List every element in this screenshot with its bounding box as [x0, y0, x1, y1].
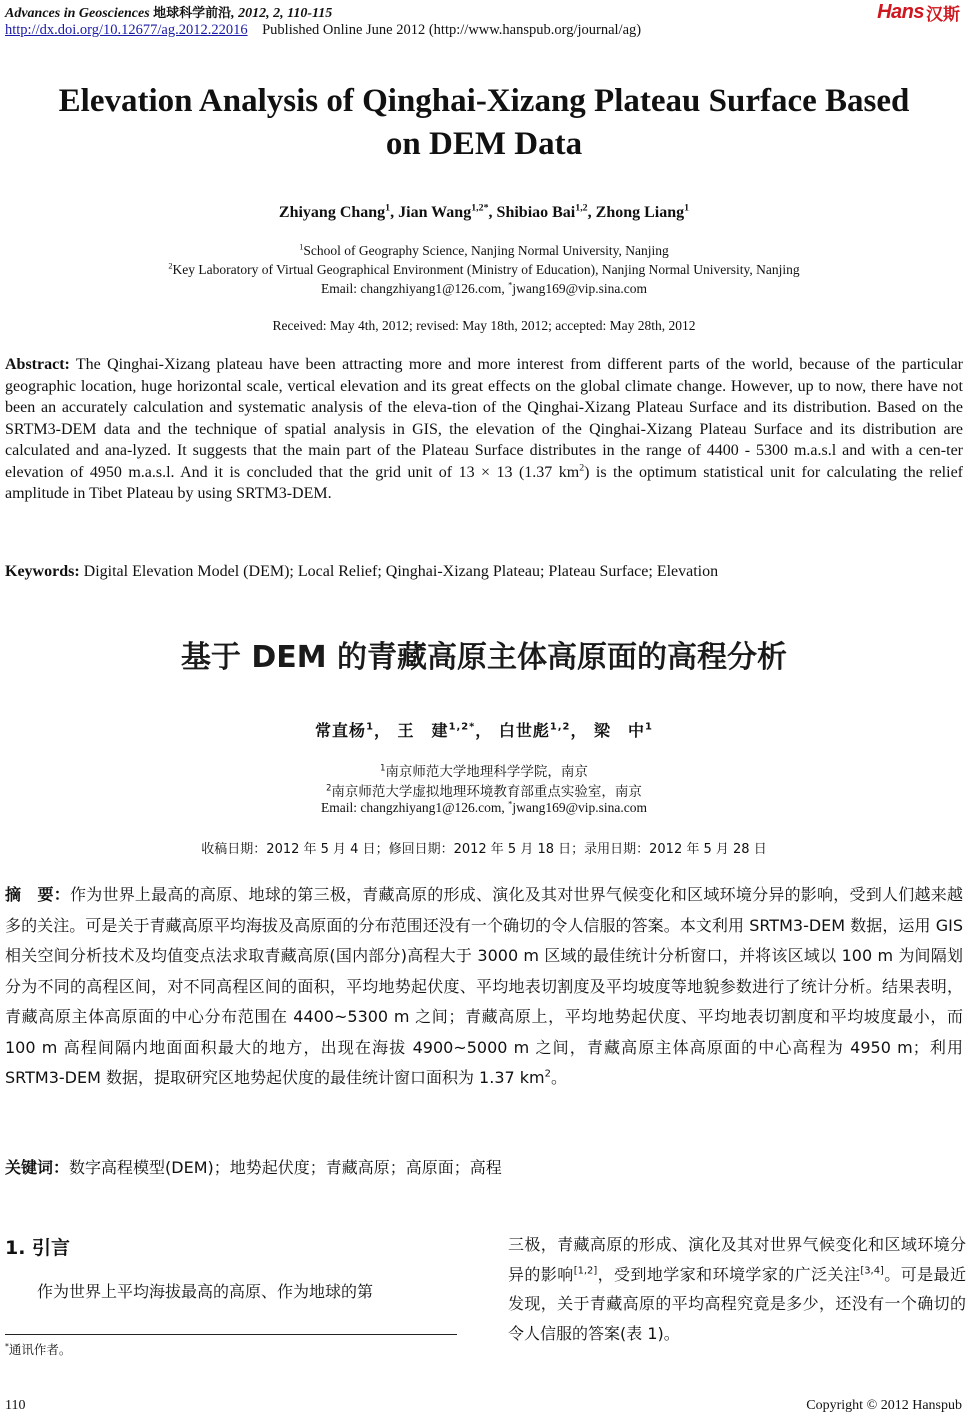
received-dates-en: Received: May 4th, 2012; revised: May 18th, 2012; accepted: May 28th, 2012 [272, 318, 696, 333]
abstract-label: Abstract: [5, 356, 70, 373]
body-text-left: 作为世界上平均海拔最高的高原、作为地球的第 [37, 1282, 374, 1301]
doi-link[interactable]: http://dx.doi.org/10.12677/ag.2012.22016 [5, 22, 248, 38]
keywords-en: Keywords: Digital Elevation Model (DEM); Local Relief; Qinghai-Xizang Plateau; Plateau Surface; Elevation [5, 563, 719, 580]
abstract-cn-label: 摘 要： [5, 885, 70, 904]
journal-header [5, 2, 332, 22]
footnote-divider [5, 1334, 457, 1335]
paper-title-en: Elevation Analysis of Qinghai-Xizang Plateau Surface Based on DEM Data [58, 83, 910, 162]
doi-line [5, 22, 641, 39]
received-dates-cn: 收稿日期：2012 年 5 月 4 日；修回日期：2012 年 5 月 18 日；录用日期：2012 年 5 月 28 日 [201, 842, 767, 857]
keywords-cn-label: 关键词： [5, 1158, 70, 1177]
authors-cn: 常直杨$^1$， 王 建$^{1,2*}$， 白世彪$^{1,2}$， 梁 中$^1$ [315, 721, 653, 740]
affiliation-cn-1: $^1$南京师范大学地理科学学院，南京 [380, 762, 588, 780]
journal-issue: , 2012, 2, 110-115 [231, 6, 333, 21]
logo-text: Hans [877, 1, 924, 23]
hanspub-logo [877, 0, 960, 25]
abstract-cn: 摘 要：作为世界上最高的高原、地球的第三极，青藏高原的形成、演化及其对世界气候变化和区域环境分异的影响，受到人们越来越多的关注。可是关于青藏高原平均海拔及高原面的分布范围还没有一个确切的令人信服的答案。本文利用 SRTM3-DEM 数据，运用 GIS 相关空间分析技术及均值变点法求取青藏高原(国内部分)高程大于 3000 m 区域的最佳统计分析窗口，并将该区域以 100 m 为间隔划分为不同的高程区间，对不同高程区间的面积，平均地势起伏度、平均地表切割度及平均坡度等地貌参数进行了统计分析。结果表明，青藏高原主体高原面的中心分布范围在 4400~5300 m 之间；青藏高原上，平均地势起伏度、平均地表切割度和平均坡度最小，而 100 m 高程间隔内地面面积最大的地方，出现在海拔 4900~5000 m 之间，青藏高原主体高原面的中心高程为 4950 m；利用 SRTM3-DEM 数据，提取研究区地势起伏度的最佳统计窗口面积为 1.37 $km^2$。 [5, 885, 963, 1087]
page-number: 110 [5, 1398, 26, 1413]
published-info: Published Online June 2012 (http://www.hanspub.org/journal/ag) [262, 22, 642, 38]
email-cn: Email: changzhiyang1@126.com, *jwang169@vip.sina.com [321, 799, 647, 815]
author: Jian Wang [398, 204, 472, 221]
citation[interactable]: [1,2] [573, 1265, 598, 1277]
authors-en: Zhiyang Chang$^1$, Jian Wang$^{1,2*}$, Shibiao Bai$^{1,2}$, Zhong Liang$^1$ [278, 202, 690, 221]
citation[interactable]: [3,4] [860, 1265, 884, 1277]
section-heading: 1. 引言 [5, 1237, 71, 1259]
body-text-right: 三极，青藏高原的形成、演化及其对世界气候变化和区域环境分异的影响[1,2]，受到地学家和环境学家的广泛关注[3,4]。可是最近发现，关于青藏高原的平均高程究竟是多少，还没有一个确切的令人信服的答案(表 1)。 [508, 1235, 966, 1343]
journal-name-cn: 地球科学前沿 [153, 6, 232, 21]
author: Zhiyang Chang [278, 204, 386, 221]
paper-title-cn: 基于 DEM 的青藏高原主体高原面的高程分析 [180, 640, 788, 675]
affiliation-cn-2: $^2$南京师范大学虚拟地理环境教育部重点实验室，南京 [326, 782, 642, 800]
journal-name: Advances in Geosciences [5, 6, 150, 21]
abstract-en: Abstract: The Qinghai-Xizang plateau have been attracting more and more interest from different parts of the world, because of the particular geographic location, huge horizontal scale, vertical elevation and its great effects on the global climate change. However, up to now, there have not been an accurately calculation and systematic analysis of the eleva-tion of the Qinghai-Xizang Plateau Surface and its distribution. Based on the SRTM3-DEM data and the technique of spatial analysis in GIS, the elevation of the Qinghai-Xizang Plateau Surface and its distribution are calculated and ana-lyzed. It suggests that the main part of the Plateau Surface distributes in the range of 4400 - 5300 m.a.s.l and with a cen-ter elevation of 4950 m.a.s.l. And it is concluded that the grid unit of 13 × 13 (1.37 $km^2$) is the optimum statistical unit for calculating the relief amplitude in Tibet Plateau by using SRTM3-DEM. [5, 356, 963, 502]
keywords-label: Keywords: [5, 563, 80, 580]
email-en: Email: changzhiyang1@126.com, *jwang169@vip.sina.com [321, 280, 647, 296]
copyright: Copyright © 2012 Hanspub [806, 1398, 962, 1413]
author: Shibiao Bai [496, 204, 576, 221]
affiliation-1: $^1$School of Geography Science, Nanjing Normal University, Nanjing [299, 242, 669, 258]
keywords-cn: 关键词：数字高程模型(DEM)；地势起伏度；青藏高原；高原面；高程 [5, 1158, 502, 1177]
affiliation-2: $^2$Key Laboratory of Virtual Geographical Environment (Ministry of Education), Nanjing Normal University, Nanjing [168, 261, 800, 277]
footnote: *通讯作者。 [5, 1341, 72, 1357]
logo-text-cn: 汉斯 [926, 5, 960, 25]
author: Zhong Liang [595, 204, 685, 221]
